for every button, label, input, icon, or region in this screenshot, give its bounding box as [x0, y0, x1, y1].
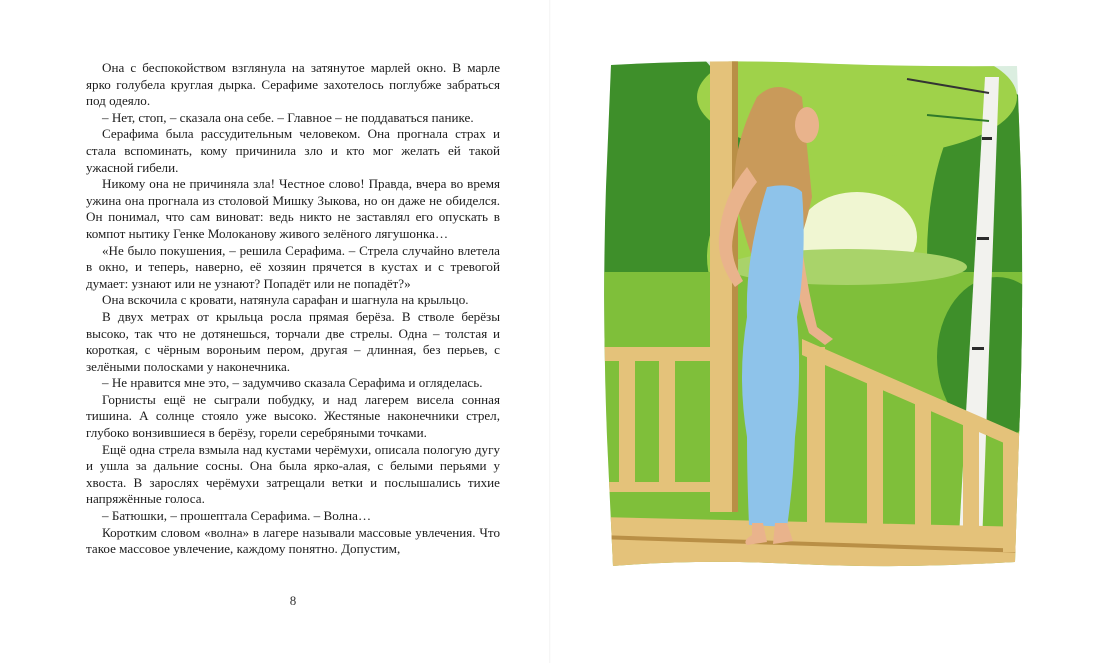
paragraph: Она с беспокойством взглянула на затянутое марлей окно. В марле ярко голубела круглая дырка. Серафиме захотелось поглубже забраться под одеяло. — [86, 60, 500, 109]
paragraph: Никому она не причиняла зла! Честное слово! Правда, вчера во время ужина она прогнала из столовой Мишку Зыкова, но он даже не обиделся. Он понимал, что сам виноват: ведь никто не заставлял его опускать в компот нытику Генке Молоканову живого зелёного лягушонка… — [86, 176, 500, 241]
birch-mark — [972, 347, 984, 350]
paragraph: Серафима была рассудительным человеком. Она прогнала страх и стала вспоминать, кому причинила зло и кто мог желать ей такой ужасной гибели. — [86, 126, 500, 175]
paragraph: – Нет, стоп, – сказала она себе. – Главное – не поддаваться панике. — [102, 109, 474, 125]
paragraph: «Не было покушения, – решила Серафима. – Стрела случайно влетела в окно, и теперь, наверно, её хозяин прячется в кустах и с тревогой думает: узнают или не узнают? Попадёт или не попадёт?» — [86, 242, 500, 291]
paragraph: – Батюшки, – прошептала Серафима. – Волна… — [102, 508, 372, 524]
porch-illustration — [597, 57, 1027, 572]
illustration-canvas — [597, 57, 1027, 572]
paragraph: Горнисты ещё не сыграли побудку, и над лагерем висела сонная тишина. А солнце стояло уже высоко. Жестяные наконечники стрел, глубоко вонзившиеся в берёзу, горели серебряными точками. — [86, 391, 500, 441]
girl-face — [795, 107, 819, 143]
text-page — [86, 60, 500, 558]
baluster — [659, 361, 675, 483]
left-handrail — [597, 347, 712, 361]
illustration-scene — [597, 57, 1027, 572]
paragraph: Коротким словом «волна» в лагере называли массовые увлечения. Что такое массовое увлечение, каждому понятно. Допустим, — [86, 524, 500, 557]
paragraph: В двух метрах от крыльца росла прямая берёза. В стволе берёзы высоко, так что не дотянешься, торчали две стрелы. Одна – толстая и короткая, с чёрным вороньим пером, другая – длинная, без перьев, с зелёными полосками у наконечника. — [86, 308, 500, 374]
baluster — [619, 361, 635, 483]
birch-mark — [982, 137, 992, 140]
page-number: 8 — [289, 593, 297, 608]
paragraph: – Не нравится мне это, – задумчиво сказала Серафима и огляделась. — [102, 375, 483, 391]
left-bottom-rail — [597, 482, 712, 492]
stair-post — [807, 347, 825, 532]
baluster — [1003, 437, 1019, 552]
paragraph: Ещё одна стрела взмыла над кустами черёмухи, описала пологую дугу и ушла за дальние сосны. Она была ярко-алая, с белыми перьями у хвоста. В зарослях черёмухи затрещали ветки и послышались тихие напряжённые голоса. — [86, 441, 500, 507]
paragraph: Она вскочила с кровати, натянула сарафан и шагнула на крыльцо. — [102, 292, 469, 308]
baluster — [915, 401, 931, 541]
page-gutter — [549, 0, 551, 663]
baluster — [963, 421, 979, 546]
birch-mark — [977, 237, 989, 240]
baluster — [867, 379, 883, 539]
